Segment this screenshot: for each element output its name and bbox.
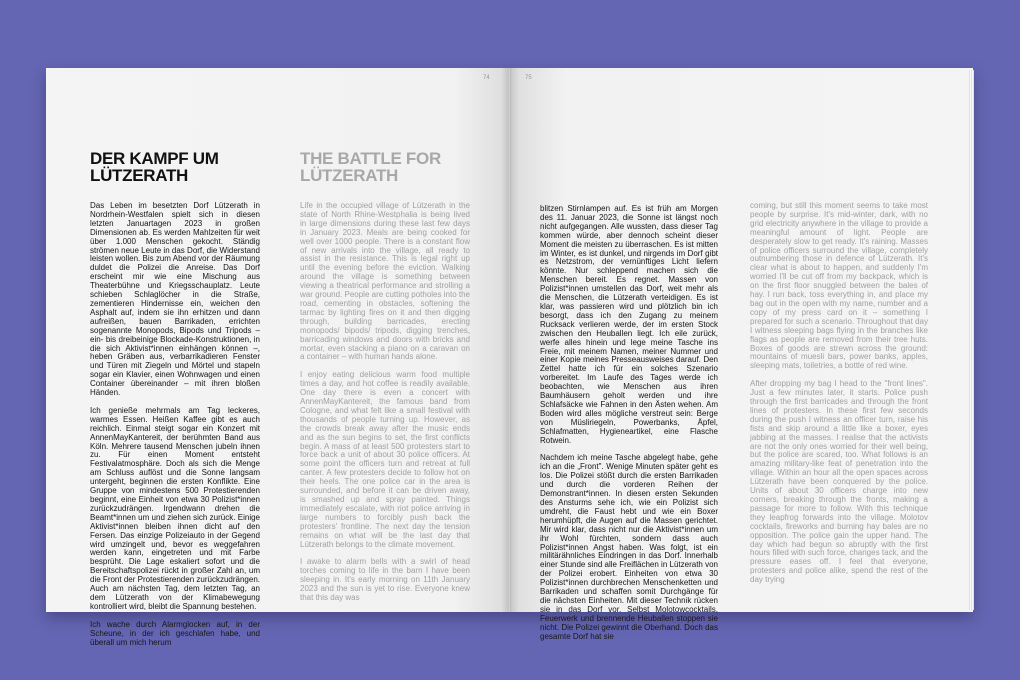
paragraph: coming, but still this moment seems to take most people by surprise. It's mid-winter, dark, with no grid electricity anywhere in the village to provide a meaningful amount of light. People are desperately slow to get ready. It's raining. Masses of police officers surround the village, completely outnumbering those in defence of Lützerath. It's clear what is about to happen, and suddenly I'm worried I'll be cut off from my backpack, which is on the first floor snuggled between the bales of hay. I run back, toss everything in, and place my bag out in the open with my name, number and a copy of my press card on it – something I prepared for such a scenario. Throughout that day I witness sleeping bags flying in the branches like flags as people are removed from their tree huts. Boxes of goods are strewn across the ground: mountains of muesli bars, power banks, apples, sleeping mats, toiletries, a bottle of red wine. — [750, 201, 928, 371]
german-text-column-2 — [540, 205, 718, 651]
paragraph: I enjoy eating delicious warm food multiple times a day, and hot coffee is readily available. One day there is even a concert with AnnenMayKantereit, the famous band from Cologne, and what felt like a small festival with thousands of people turning up. However, as the crowds break away after the music ends and as the sun begins to set, the first conflicts begin. A mass of at least 500 protesters start to force back a unit of about 30 police officers. At some point the officers turn and retreat at full canter. A few protesters decide to follow hot on their heels. The one police car in the area is surrounded, and before it can be driven away, is smashed up and spray painted. Things immediately escalate, with riot police arriving in large numbers to forcibly push back the protesters' frontline. The next day the tension remains on what will be the last day that Lützerath belongs to the climate movement. — [300, 370, 470, 549]
book-gutter-shadow — [501, 68, 519, 612]
page-edges — [969, 70, 974, 610]
open-book-spread — [46, 68, 973, 647]
left-page — [46, 68, 509, 647]
paragraph: Das Leben im besetzten Dorf Lützerath in Nordrhein-Westfalen spielt sich in diesen letzten Januartagen 2023 in großen Dimensionen ab. Es werden Mahlzeiten für weit über 1.000 Menschen gekocht. Ständig strömen neue Leute in das Dorf, die Widerstand leisten wollen. Bis zum Abend vor der Räumung duldet die Polizei die Anreise. Das Dorf erscheint mir wie eine Mischung aus Theaterbühne und Kriegsschauplatz. Leute schieben Schlaglöcher in die Straße, zementieren Hindernisse ein, weichen den Asphalt auf, indem sie ihn erhitzen und dann aufreißen, bauen Barrikaden, errichten sogenannte Monopods, Bipods und Tripods – ein- bis dreibeinige Blockade-Konstruktionen, in die sich Aktivist*innen einhängen können –, heben Gräben aus, verbarrikadieren Fenster und Türen mit Ziegeln und Mörtel und stapeln sogar ein Klavier, einen Wohnwagen und einen Container übereinander – mit ihren bloßen Händen. — [90, 201, 260, 398]
paragraph: blitzen Stirnlampen auf. Es ist früh am Morgen des 11. Januar 2023, die Sonne ist längst noch nicht aufgegangen. Alle wussten, dass dieser Tag kommen würde, aber dennoch scheint dieser Moment die meisten zu überraschen. Es ist mitten im Winter, es ist dunkel, und nirgends im Dorf gibt es Netzstrom, der vernünftiges Licht liefern könnte. Nur schleppend machen sich die Menschen bereit. Es regnet. Massen von Polizist*innen umstellen das Dorf, weit mehr als die Menschen, die Lützerath verteidigen. Es ist klar, was passieren wird und plötzlich bin ich besorgt, dass ich den Zugang zu meinem Rucksack verlieren werde, der im ersten Stock zwischen den Heuballen liegt. Ich eile zurück, werfe alles hinein und lege meine Tasche ins Freie, mit meinem Namen, meiner Nummer und einer Kopie meines Presseausweises darauf. Den Zettel hatte ich für ein solches Szenario vorbereitet. Im Laufe des Tages werde ich beobachten, wie Menschen aus ihren Baumhäusern geholt werden und ihre Schlafsäcke wie Fahnen in den Ästen wehen. Am Boden wird alles mögliche verstreut sein: Berge von Müsliriegeln, Powerbanks, Äpfel, Schlafmatten, Hygieneartikel, eine Flasche Rotwein. — [540, 204, 718, 445]
heading-german: DER KAMPF UM LÜTZERATH — [90, 149, 219, 185]
english-text-column-1 — [300, 202, 470, 612]
right-page — [510, 68, 973, 641]
paragraph: Ich wache durch Alarmglocken auf, in der Scheune, in der ich geschlafen habe, und überall um mich herum — [90, 619, 260, 647]
paragraph: Nachdem ich meine Tasche abgelegt habe, gehe ich an die „Front". Wenige Minuten später geht es los. Die Polizei stößt durch die ersten Barrikaden und durch die vorderen Reihen der Demonstrant*innen. In diesen ersten Sekunden des Ansturms sehe ich, wie ein Polizist sich umdreht, die Faust hebt und wie ein Boxer herumhüpft, die Augen auf die Massen gerichtet. Mir wird klar, dass nicht nur die Aktivist*innen um ihr Wohl fürchten, sondern dass auch Polizist*innen Angst haben. Was folgt, ist ein militärähnliches Eindringen in das Dorf. Innerhalb einer Stunde sind alle Freiflächen in Lützerath von der Polizei erobert. Einheiten von etwa 30 Polizist*innen durchbrechen Menschenketten und Barrikaden und schaffen somit Durchgänge für die nächsten Einheiten. Mit dieser Technik rücken sie in das Dorf vor. Selbst Molotowcocktails, Feuerwerk und brennende Heuballen stoppen sie nicht. Die Polizei gewinnt die Oberhand. Doch das gesamte Dorf hat sie — [540, 453, 718, 641]
page-number-left: 74 — [483, 75, 490, 81]
paragraph: Ich genieße mehrmals am Tag leckeres, warmes Essen. Heißen Kaffee gibt es auch reichlich. Einmal steigt sogar ein Konzert mit AnnenMayKantereit, der berühmten Band aus Köln. Mehrere tausend Menschen jubeln ihnen zu. Für einen Moment entsteht Festivalatmosphäre. Doch als sich die Menge am Schluss auflöst und die Sonne langsam untergeht, beginnen die ersten Konflikte. Eine Gruppe von mindestens 500 Protestierenden beginnt, eine Einheit von etwa 30 Polizist*innen zurückzudrängen. Irgendwann drehen die Beamt*innen um und ziehen sich zurück. Einige Aktivist*innen bleiben ihnen dicht auf den Fersen. Das einzige Polizeiauto in der Gegend wird umzingelt und, bevor es weggefahren werden kann, eingetreten und mit Farbe besprüht. Die Lage eskaliert sofort und die Bereitschaftspolizei rückt in großer Zahl an, um die Front der Protestierenden zurückzudrängen. Auch am nächsten Tag, dem letzten Tag, an dem Lützerath von der Klimabewegung kontrolliert wird, bleibt die Spannung bestehen. — [90, 405, 260, 611]
paragraph: After dropping my bag I head to the "front lines". Just a few minutes later, it starts. Police push through the first barricades and through the front lines of protesters. In these first few seconds during the push I witness an officer turn, raise his fists and skip around a little like a boxer, eyes jabbing at the masses. I realise that the activists are not the only ones worried for their well being, but the police are scared, too. What follows is an amazing military-like feat of penetration into the village. Within an hour all the open spaces across Lützerath have been conquered by the police. Units of about 30 officers charge into new corners, breaking through the fronts, making a passage for more to follow. With this technique they leapfrog forwards into the village. Molotov cocktails, fireworks and burning hay bales are no opposition. The police gain the upper hand. The day which had begun so abruptly with the first hours filled with such force, changes tack, and the pressure eases off. I feel that everyone, protesters and police alike, spend the rest of the day trying — [750, 379, 928, 585]
page-number-right: 75 — [525, 75, 532, 81]
paragraph: Life in the occupied village of Lützerath in the state of North Rhine-Westphalia is being lived in large dimensions during these last few days in January 2023. Meals are being cooked for well over 1000 people. There is a constant flow of new arrivals into the village, all ready to assist in the resistance. This is legal right up until the evening before the eviction. Walking around the village is something between viewing a theatrical performance and strolling a war ground. People are cutting potholes into the road, cementing in obstacles, softening the tarmac by lighting fires on it and then digging through, building barricades, erecting monopods/ bipods/ tripods, digging trenches, barricading windows and doors with bricks and mortar, even stacking a piano on a caravan on a container – with human hands alone. — [300, 201, 470, 362]
german-text-column-1 — [90, 202, 260, 657]
heading-english: THE BATTLE FOR LÜTZERATH — [300, 149, 441, 185]
paragraph: I awake to alarm bells with a swirl of head torches coming to life in the barn I have been sleeping in. It's early morning on 11th January 2023 and the sun is yet to rise. Everyone knew that this day was — [300, 557, 470, 603]
english-text-column-2 — [750, 202, 928, 594]
